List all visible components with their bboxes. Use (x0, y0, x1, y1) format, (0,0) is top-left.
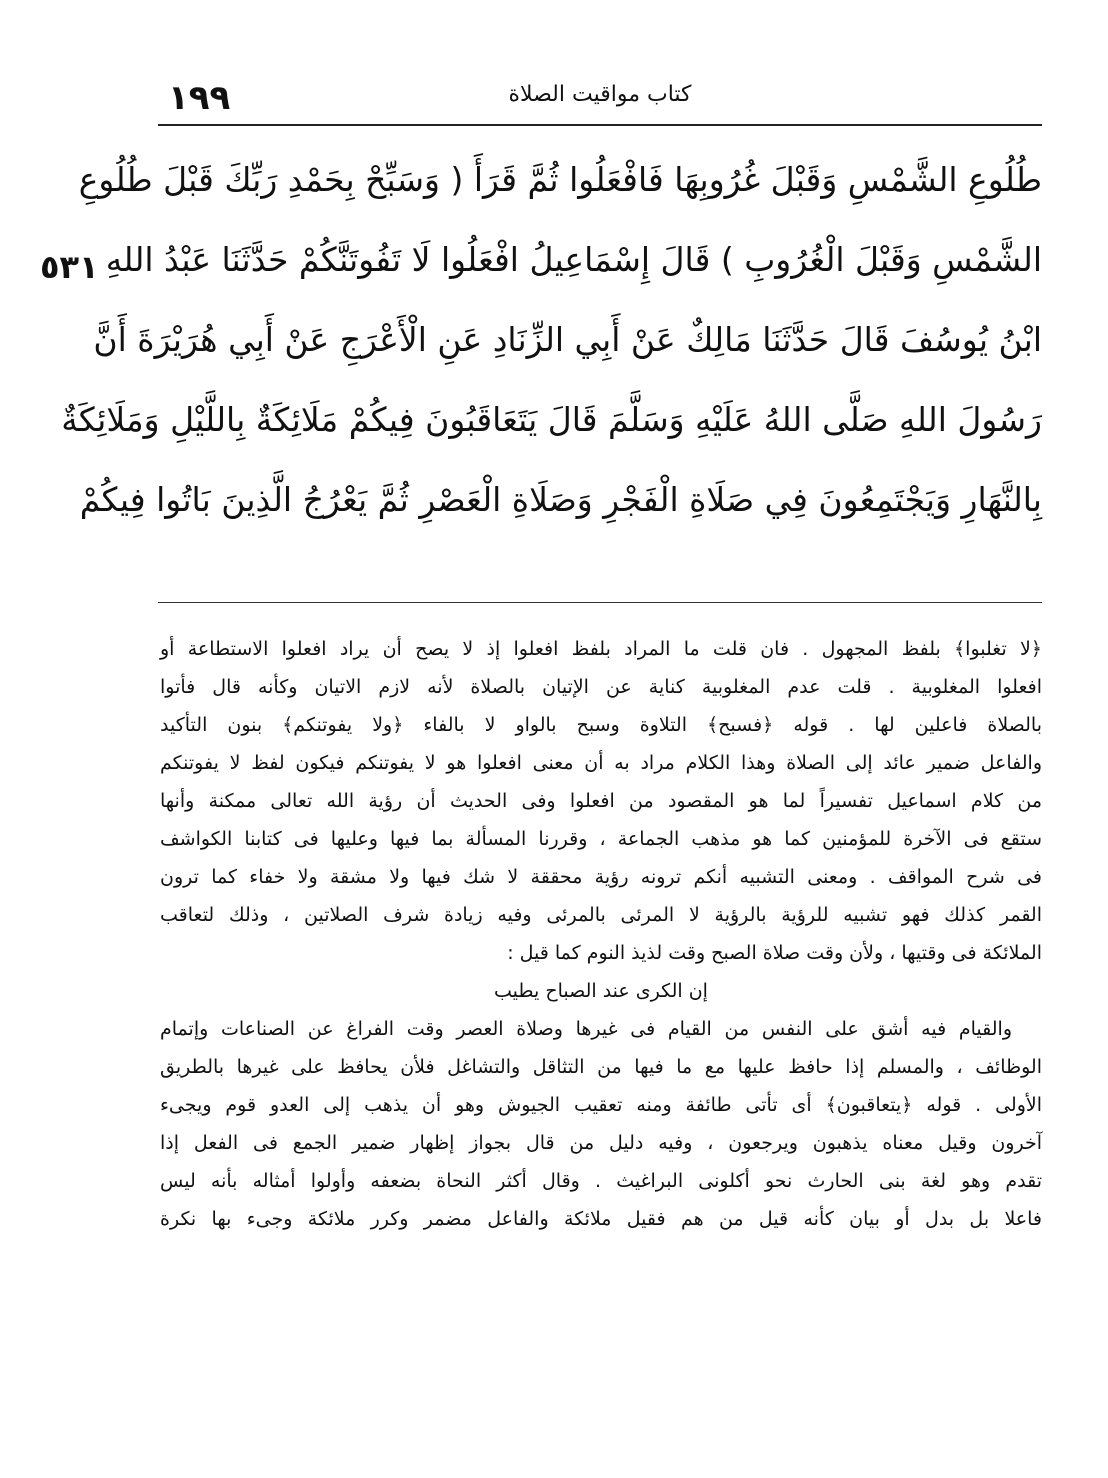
footnote-separator (158, 602, 1042, 603)
header-rule (158, 124, 1042, 126)
commentary-line: القمر كذلك فهو تشبيه للرؤية بالرؤية لا المرئى بالمرئى وفيه زيادة شرف الصلاتين ، وذلك لتعاقب (160, 904, 1042, 926)
verse-quote: إن الكرى عند الصباح يطيب (494, 980, 708, 1002)
commentary-line: من كلام اسماعيل تفسيراً لما هو المقصود من افعلوا وفى الحديث أن رؤية الله تعالى ممكنة وأنها (160, 790, 1042, 812)
main-text-line: رَسُولَ اللهِ صَلَّى اللهُ عَلَيْهِ وَسَلَّمَ قَالَ يَتَعَاقَبُونَ فِيكُمْ مَلَائِكَةٌ بِاللَّيْلِ وَمَلَائِكَةٌ (61, 400, 1042, 439)
commentary (160, 630, 1042, 1238)
commentary-line: الأولى . قوله ﴿يتعاقبون﴾ أى تأتى طائفة ومنه تعقيب الجيوش وهو أن يذهب إلى العدو قوم ويجىء (160, 1094, 1042, 1116)
commentary-line: بالصلاة فاعلين لها . قوله ﴿فسبح﴾ التلاوة وسبح بالواو لا بالفاء ﴿ولا يفوتنكم﴾ بنون التأكيد (160, 714, 1042, 736)
commentary-line: فى شرح المواقف . ومعنى التشبيه أنكم ترونه رؤية محققة لا شك فيها ولا مشقة ولا خفاء كما ترون (160, 866, 1042, 888)
page-number: ١٩٩ (168, 78, 231, 118)
running-title: كتاب مواقيت الصلاة (508, 82, 692, 107)
margin-hadith-number: ٥٣١ (40, 248, 99, 286)
commentary-line: الوظائف ، والمسلم إذا حافظ عليها مع ما فيها من التثاقل والتشاغل فلأن يحافظ على غيرها بالطريق (160, 1056, 1042, 1078)
commentary-line: ستقع فى الآخرة للمؤمنين كما هو مذهب الجماعة ، وقررنا المسألة بما فيها وعليها فى كتابنا الكواشف (160, 828, 1042, 850)
main-text-line: بِالنَّهَارِ وَيَجْتَمِعُونَ فِي صَلَاةِ الْفَجْرِ وَصَلَاةِ الْعَصْرِ ثُمَّ يَعْرُجُ الَّذِينَ بَاتُوا فِيكُمْ (79, 480, 1042, 519)
commentary-line: افعلوا المغلوبية . قلت عدم المغلوبية كناية عن الإتيان بالصلاة لأنه لازم الاتيان وكأنه قال فأتوا (160, 676, 1042, 698)
commentary-line: تقدم وهو لغة بنى الحارث نحو أكلونى البراغيث . وقال أكثر النحاة بضعفه وأولوا أمثاله بأنه ليس (160, 1170, 1042, 1192)
commentary-line: فاعلا بل بدل أو بيان كأنه قيل من هم فقيل ملائكة والفاعل مضمر وكرر ملائكة وجىء بها نكرة (160, 1208, 1042, 1230)
main-text-line: الشَّمْسِ وَقَبْلَ الْغُرُوبِ ) قَالَ إِسْمَاعِيلُ افْعَلُوا لَا تَفُوتَنَّكُمْ حَدَّثَنَا عَبْدُ اللهِ (105, 240, 1042, 279)
commentary-line: آخرون وقيل معناه يذهبون ويرجعون ، وفيه دليل من قال بجواز إظهار ضمير الجمع فى الفعل إذا (160, 1132, 1042, 1154)
commentary-line: الملائكة فى وقتيها ، ولأن وقت صلاة الصبح وقت لذيذ النوم كما قيل : (507, 942, 1042, 964)
commentary-line: والفاعل ضمير عائد إلى الصلاة وهذا الكلام مراد به أن معنى افعلوا هو لا يفوتنكم فيكون لفظ لا يفوتنكم (160, 752, 1042, 774)
commentary-line: ﴿لا تغلبوا﴾ بلفظ المجهول . فان قلت ما المراد بلفظ افعلوا إذ لا يصح أن يراد افعلوا الاستطاعة أو (160, 638, 1042, 660)
main-text-line: طُلُوعِ الشَّمْسِ وَقَبْلَ غُرُوبِهَا فَافْعَلُوا ثُمَّ قَرَأَ ( وَسَبِّحْ بِحَمْدِ رَبِّكَ قَبْلَ طُلُوعِ (78, 160, 1042, 199)
main-text-line: ابْنُ يُوسُفَ قَالَ حَدَّثَنَا مَالِكٌ عَنْ أَبِي الزِّنَادِ عَنِ الْأَعْرَجِ عَنْ أَبِي هُرَيْرَةَ أَنَّ (93, 320, 1042, 359)
commentary-line: والقيام فيه أشق على النفس من القيام فى غيرها وصلاة العصر وقت الفراغ عن الصناعات وإتمام (160, 1018, 1012, 1040)
